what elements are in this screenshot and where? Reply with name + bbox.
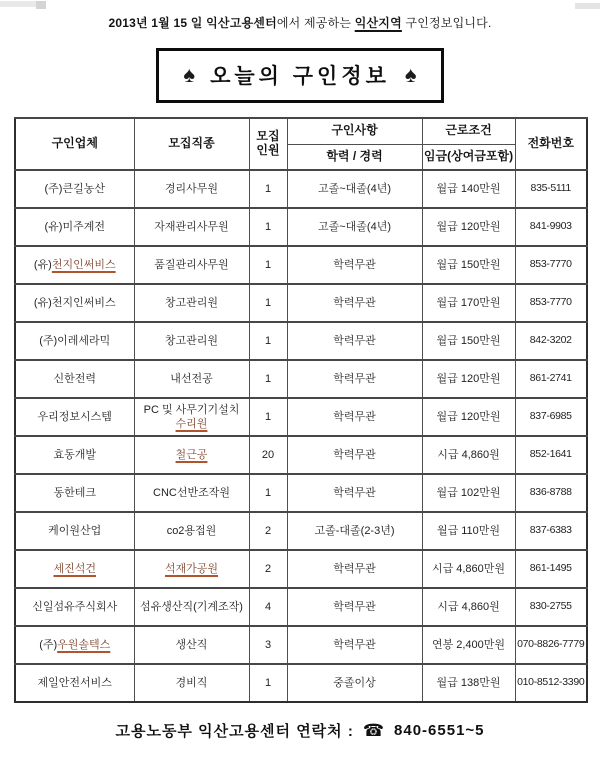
company-cell (15, 588, 134, 626)
footer-label: 고용노동부 익산고용센터 연락처 : (115, 723, 354, 740)
wage-cell: 월급 120만원 (422, 398, 515, 436)
job-table (14, 117, 588, 703)
job-line (135, 258, 249, 272)
intro-provider: 익산고용센터 (206, 16, 277, 30)
cell-text: (유)미주계전 (44, 220, 105, 233)
table-row (15, 436, 587, 474)
cell-text: 신한전력 (53, 372, 96, 385)
education-cell: 학력무관 (287, 436, 422, 474)
wage-cell: 시급 4,860원 (422, 436, 515, 474)
col-header-wage: 임금(상여금포함) (422, 144, 515, 170)
underlined-text: 세진석건 (53, 562, 96, 575)
col-header-education: 학력 / 경력 (287, 144, 422, 170)
count-cell: 1 (249, 474, 287, 512)
cell-text: 동한테크 (53, 486, 96, 499)
col-header-count (249, 118, 287, 170)
scan-artifact-top-right (575, 3, 600, 9)
job-cell (134, 512, 249, 550)
wage-cell: 시급 4,860원 (422, 588, 515, 626)
phone-cell: 836-8788 (515, 474, 587, 512)
job-line (135, 334, 249, 348)
cell-text: co2용접원 (166, 524, 217, 537)
phone-cell: 010-8512-3390 (515, 664, 587, 702)
table-row (15, 284, 587, 322)
underlined-text: 철근공 (175, 448, 208, 461)
wage-cell: 월급 110만원 (422, 512, 515, 550)
education-cell: 고졸~대졸(4년) (287, 208, 422, 246)
company-cell (15, 170, 134, 208)
phone-cell: 837-6383 (515, 512, 587, 550)
education-cell: 학력무관 (287, 322, 422, 360)
table-row (15, 550, 587, 588)
cell-text: 신일섬유주식회사 (32, 600, 118, 613)
job-line (135, 638, 249, 652)
underlined-text: 석재가공원 (164, 562, 219, 575)
education-cell: 학력무관 (287, 284, 422, 322)
education-cell: 고졸~대졸(4년) (287, 170, 422, 208)
cell-text: 제일안전서비스 (37, 676, 112, 689)
job-line (135, 524, 249, 538)
job-cell (134, 322, 249, 360)
company-cell (15, 664, 134, 702)
job-line (135, 448, 249, 462)
job-line (135, 486, 249, 500)
count-cell: 2 (249, 550, 287, 588)
telephone-icon: ☎ (362, 720, 386, 740)
phone-cell: 853-7770 (515, 284, 587, 322)
footer-contact (0, 720, 600, 741)
underlined-text: 수리원 (175, 418, 208, 430)
cell-text: 효동개발 (53, 448, 96, 461)
cell-text: 생산직 (175, 638, 208, 651)
job-cell (134, 360, 249, 398)
cell-text: 품질관리사무원 (154, 258, 229, 271)
count-cell: 1 (249, 664, 287, 702)
phone-cell: 852-1641 (515, 436, 587, 474)
education-cell: 학력무관 (287, 588, 422, 626)
table-row (15, 208, 587, 246)
wage-cell: 월급 140만원 (422, 170, 515, 208)
intro-mid: 에서 제공하는 (276, 16, 355, 30)
cell-text: 내선전공 (170, 372, 213, 385)
table-row (15, 360, 587, 398)
cell-text: 창고관리원 (164, 334, 219, 347)
col-header-company: 구인업체 (15, 118, 134, 170)
wage-cell: 월급 150만원 (422, 246, 515, 284)
table-row (15, 626, 587, 664)
education-cell: 학력무관 (287, 360, 422, 398)
wage-cell: 시급 4,860만원 (422, 550, 515, 588)
education-cell: 중졸이상 (287, 664, 422, 702)
job-line (135, 562, 249, 576)
table-row (15, 588, 587, 626)
cell-text: 자재관리사무원 (154, 220, 229, 233)
job-line (135, 403, 249, 417)
cell-text: (유) (33, 258, 52, 271)
job-cell (134, 208, 249, 246)
intro-date: 2013년 1월 15 일 (108, 16, 207, 30)
wage-cell: 월급 138만원 (422, 664, 515, 702)
education-cell: 학력무관 (287, 474, 422, 512)
count-cell: 3 (249, 626, 287, 664)
company-cell (15, 208, 134, 246)
count-cell: 1 (249, 322, 287, 360)
company-cell (15, 436, 134, 474)
phone-cell: 837-6985 (515, 398, 587, 436)
job-line (135, 600, 249, 614)
job-table-body (15, 170, 587, 702)
company-cell (15, 474, 134, 512)
count-cell: 1 (249, 208, 287, 246)
count-cell: 1 (249, 360, 287, 398)
cell-text: (주) (39, 638, 58, 651)
cell-text: PC 및 사무기기설치 (143, 403, 240, 416)
count-cell: 1 (249, 284, 287, 322)
job-line (135, 372, 249, 386)
phone-cell: 070-8826-7779 (515, 626, 587, 664)
job-line (135, 296, 249, 310)
count-cell: 2 (249, 512, 287, 550)
cell-text: 경비직 (175, 676, 208, 689)
table-row (15, 322, 587, 360)
wage-cell: 월급 120만원 (422, 208, 515, 246)
header-row-top (15, 118, 587, 144)
cell-text: CNC선반조작원 (153, 486, 230, 499)
company-cell (15, 360, 134, 398)
table-row (15, 398, 587, 436)
count-cell: 1 (249, 398, 287, 436)
job-cell (134, 398, 249, 436)
wage-cell: 월급 102만원 (422, 474, 515, 512)
col-header-requirements: 구인사항 (287, 118, 422, 144)
underlined-text: 천지인써비스 (51, 258, 116, 271)
col-header-phone: 전화번호 (515, 118, 587, 170)
count-cell: 4 (249, 588, 287, 626)
cell-text: (유)천지인써비스 (33, 296, 116, 309)
scan-artifact-top-left (0, 1, 44, 7)
job-cell (134, 664, 249, 702)
cell-text: 창고관리원 (164, 296, 219, 309)
cell-text: (주)이레세라믹 (39, 334, 111, 347)
intro-line (0, 0, 600, 31)
company-cell (15, 512, 134, 550)
phone-cell: 861-2741 (515, 360, 587, 398)
job-cell (134, 626, 249, 664)
underlined-text: 우원솔텍스 (57, 638, 111, 651)
table-row (15, 512, 587, 550)
job-table-wrapper (14, 117, 586, 703)
table-row (15, 664, 587, 702)
table-row (15, 246, 587, 284)
spade-icon: ♠ (404, 62, 417, 87)
phone-cell: 841-9903 (515, 208, 587, 246)
table-row (15, 170, 587, 208)
education-cell: 학력무관 (287, 550, 422, 588)
count-cell: 1 (249, 246, 287, 284)
job-line (135, 676, 249, 690)
wage-cell: 연봉 2,400만원 (422, 626, 515, 664)
phone-cell: 830-2755 (515, 588, 587, 626)
cell-text: 섬유생산직(기계조작) (140, 600, 243, 613)
job-cell (134, 246, 249, 284)
col-header-count-line2: 인원 (256, 143, 280, 157)
job-line (135, 182, 249, 196)
education-cell: 학력무관 (287, 398, 422, 436)
phone-cell: 842-3202 (515, 322, 587, 360)
job-cell (134, 474, 249, 512)
phone-cell: 835-5111 (515, 170, 587, 208)
phone-cell: 853-7770 (515, 246, 587, 284)
intro-region: 익산지역 (354, 16, 402, 30)
job-cell (134, 436, 249, 474)
title-box (156, 48, 443, 103)
col-header-count-line1: 모집 (256, 129, 280, 144)
company-cell (15, 398, 134, 436)
company-cell (15, 626, 134, 664)
page-title: 오늘의 구인정보 (210, 65, 390, 88)
education-cell: 고졸-대졸(2-3년) (287, 512, 422, 550)
job-line (135, 417, 249, 431)
education-cell: 학력무관 (287, 246, 422, 284)
cell-text: (주)큰길농산 (44, 182, 105, 195)
job-cell (134, 588, 249, 626)
count-cell: 1 (249, 170, 287, 208)
table-row (15, 474, 587, 512)
wage-cell: 월급 150만원 (422, 322, 515, 360)
footer-phone-number: 840-6551~5 (394, 722, 485, 739)
cell-text: 우리정보시스템 (37, 410, 112, 423)
phone-cell: 861-1495 (515, 550, 587, 588)
job-line (135, 220, 249, 234)
intro-tail: 구인정보입니다. (401, 16, 492, 30)
cell-text: 케이원산업 (48, 524, 102, 537)
col-header-job: 모집직종 (134, 118, 249, 170)
job-cell (134, 550, 249, 588)
cell-text: 경리사무원 (164, 182, 219, 195)
company-cell (15, 550, 134, 588)
company-cell (15, 284, 134, 322)
company-cell (15, 322, 134, 360)
job-cell (134, 284, 249, 322)
col-header-conditions: 근로조건 (422, 118, 515, 144)
count-cell: 20 (249, 436, 287, 474)
spade-icon: ♠ (183, 62, 196, 87)
company-cell (15, 246, 134, 284)
education-cell: 학력무관 (287, 626, 422, 664)
wage-cell: 월급 120만원 (422, 360, 515, 398)
job-cell (134, 170, 249, 208)
wage-cell: 월급 170만원 (422, 284, 515, 322)
